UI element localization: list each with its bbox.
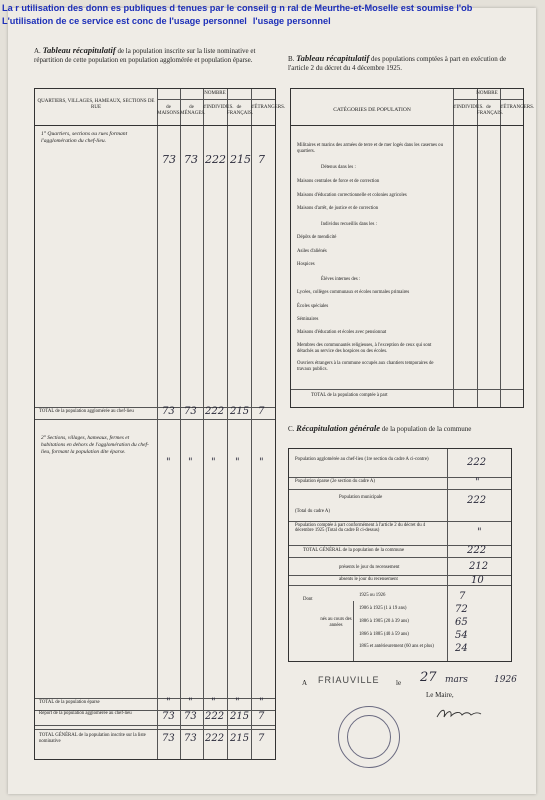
- total-eparse-label: TOTAL de la population éparse: [39, 700, 100, 705]
- a-toteparse-menages: ": [188, 697, 193, 708]
- c-dont-label: Dont: [303, 597, 313, 602]
- b-cat-maisons-arret: Maisons d'arrêt, de justice et de correction: [297, 206, 379, 211]
- a-toteparse-francais: ": [235, 697, 240, 708]
- c-pop-a-part-value: ": [477, 527, 482, 538]
- b-col-francais: de FRANÇAIS.: [477, 105, 503, 116]
- section-a-subtitle: de la population inscrite sur la liste nominative et répartition de cette population en population agglomérée et population éparse.: [34, 47, 256, 64]
- c-presents-label: présents le jour du recensement: [339, 565, 400, 570]
- b-cat-maisons-centrales: Maisons centrales de force et de correction: [297, 179, 380, 184]
- a-row2-maisons: ": [166, 457, 171, 468]
- a-totagg-menages: 73: [184, 406, 197, 417]
- footer-a: A: [302, 679, 308, 687]
- mairie-seal: [338, 706, 400, 768]
- town-stamp: FRIAUVILLE: [318, 675, 380, 685]
- a-row2-individus: ": [211, 457, 216, 468]
- b-cat-individus-recueillis: Individus recueillis dans les :: [321, 222, 377, 227]
- a-totgen-francais: 215: [230, 733, 250, 744]
- col-francais: de FRANÇAIS.: [227, 105, 253, 116]
- c-total-cadre-a-label: (Total du cadre A): [295, 509, 330, 514]
- c-year-1906-label: 1906 à 1925 (1 à 19 ans): [359, 606, 407, 611]
- b-cat-education-corr: Maisons d'éducation correctionnelle et colonies agricoles: [297, 193, 407, 198]
- section-b-title: Tableau récapitulatif: [296, 53, 370, 63]
- b-cat-eleves: Élèves internes des :: [321, 277, 361, 282]
- c-year-1865-label: 1865 et antérieurement (60 ans et plus): [359, 644, 434, 649]
- footer-le: le: [396, 679, 402, 687]
- c-year-1865-value: 24: [455, 643, 468, 654]
- row-eparse-label: 2° Sections, villages, hameaux, fermes et habitations en dehors de l'agglomération du chef-lieu, formant la population dite éparse.: [41, 435, 149, 455]
- c-pop-agglomeree-value: 222: [467, 457, 487, 468]
- col-menages: de MÉNAGES.: [180, 105, 206, 116]
- a-row2-menages: ": [188, 457, 193, 468]
- c-pop-municipale-label: Population municipale: [339, 495, 383, 500]
- mayor-signature: [436, 706, 482, 720]
- c-pop-agglomeree-label: Population agglomérée au chef-lieu (1re section du cadre A ci-contre): [295, 457, 429, 462]
- section-b-letter: B.: [288, 55, 295, 63]
- b-cat-militaires: Militaires et marins des armées de terre et de mer logés dans les casernes ou quartiers.: [297, 143, 443, 154]
- c-year-1925-label: 1925 ou 1926: [359, 593, 386, 598]
- a-toteparse-individus: ": [211, 697, 216, 708]
- b-total-label: TOTAL de la population comptée à part: [311, 393, 388, 398]
- date-year: 1926: [494, 675, 517, 685]
- c-pop-municipale-value: 222: [467, 495, 487, 506]
- c-pop-eparse-label: Population éparse (2e section du cadre A): [295, 479, 375, 484]
- section-c-title: Récapitulation générale: [296, 423, 380, 433]
- usage-notice: [2, 16, 545, 26]
- a-report-maisons: 73: [162, 711, 175, 722]
- usage-notice-right: l'usage personnel: [252, 16, 331, 26]
- col-individus: d'INDIVIDUS.: [203, 105, 234, 110]
- total-general-a-label: TOTAL GÉNÉRAL de la population inscrite sur la liste nominative: [39, 733, 146, 744]
- a-toteparse-maisons: ": [166, 697, 171, 708]
- c-year-1886-value: 65: [455, 617, 468, 628]
- a-totagg-francais: 215: [230, 406, 250, 417]
- section-a-title: Tableau récapitulatif: [42, 45, 116, 55]
- a-row1-etrangers: 7: [258, 153, 265, 166]
- c-pop-a-part-label: Population comptée à part conformément à l'article 2 du décret du 4 décembre 1925 (Total du cadre B ci-dessus): [295, 523, 426, 534]
- b-col-individus: d'INDIVIDUS.: [453, 105, 484, 110]
- section-c-subtitle: de la population de la commune: [381, 425, 472, 433]
- a-totagg-etrangers: 7: [258, 406, 265, 417]
- a-totagg-maisons: 73: [162, 406, 175, 417]
- c-year-1866-value: 54: [455, 630, 468, 641]
- b-cat-seminaires: Séminaires: [297, 317, 319, 322]
- col-maisons: de MAISONS.: [157, 105, 181, 116]
- date-month: mars: [445, 675, 468, 685]
- a-report-etrangers: 7: [258, 711, 265, 722]
- section-b-subtitle: des populations comptées à part en exécution de l'article 2 du décret du 4 décembre 1925.: [288, 55, 507, 72]
- col-etrangers: d'ÉTRANGERS.: [251, 105, 286, 110]
- b-cat-communautes: Membres des communautés religieuses, à l'exception de ceux qui sont détachés au service des hospices ou des écoles.: [297, 343, 432, 354]
- a-row1-individus: 222: [205, 153, 226, 166]
- table-c: [288, 448, 512, 662]
- nombre-header: NOMBRE: [204, 91, 226, 96]
- section-a-letter: A.: [34, 47, 41, 55]
- b-cat-lycees: Lycées, collèges communaux et écoles normales primaires: [297, 290, 410, 295]
- b-nombre-header: NOMBRE: [476, 91, 498, 96]
- a-row1-francais: 215: [230, 153, 251, 166]
- row-agglomeration-label: 1° Quartiers, sections ou rues formant l'agglomération du chef-lieu.: [41, 131, 128, 144]
- a-totgen-individus: 222: [205, 733, 225, 744]
- c-year-1886-label: 1886 à 1905 (20 à 39 ans): [359, 619, 409, 624]
- c-total-general-label: TOTAL GÉNÉRAL de la population de la commune: [303, 548, 405, 553]
- section-b-heading: [288, 54, 526, 73]
- c-year-1925-value: 7: [459, 591, 466, 602]
- reuse-notice: La r utilisation des donn es publiques d tenues par le conseil g n ral de Meurthe-et-Moselle est soumise l'ob: [2, 3, 473, 13]
- a-toteparse-etrangers: ": [259, 697, 264, 708]
- a-row2-francais: ": [235, 457, 240, 468]
- section-c-letter: C.: [288, 425, 295, 433]
- c-year-1906-value: 72: [455, 604, 468, 615]
- c-absents-value: 10: [471, 575, 484, 586]
- table-a: [34, 88, 286, 760]
- c-year-1866-label: 1866 à 1885 (40 à 59 ans): [359, 632, 409, 637]
- col-categories-header: CATÉGORIES DE POPULATION: [333, 107, 411, 113]
- section-a-heading: [34, 46, 274, 65]
- b-col-etrangers: d'ÉTRANGERS.: [500, 105, 535, 110]
- a-row1-menages: 73: [184, 153, 198, 166]
- a-row2-etrangers: ": [259, 457, 264, 468]
- b-cat-hospices: Hospices: [297, 262, 315, 267]
- a-totagg-individus: 222: [205, 406, 225, 417]
- a-totgen-menages: 73: [184, 733, 197, 744]
- b-cat-pensionnat: Maisons d'éducation et écoles avec pensionnat: [297, 330, 387, 335]
- c-total-general-value: 222: [467, 545, 487, 556]
- c-nes-label: nés au cours des années: [320, 617, 352, 628]
- a-totgen-maisons: 73: [162, 733, 175, 744]
- section-c-heading: [288, 424, 526, 434]
- c-presents-value: 212: [469, 561, 489, 572]
- report-label: Report de la population agglomérée au chef-lieu: [39, 711, 132, 716]
- total-agglomeree-label: TOTAL de la population agglomérée au chef-lieu: [39, 409, 134, 414]
- maire-label: Le Maire,: [426, 691, 454, 699]
- col-quartiers-header: QUARTIERS, VILLAGES, HAMEAUX, SECTIONS DE RUE: [37, 99, 155, 110]
- a-report-menages: 73: [184, 711, 197, 722]
- c-absents-label: absents le jour du recensement: [339, 577, 398, 582]
- date-day: 27: [420, 670, 437, 685]
- a-totgen-etrangers: 7: [258, 733, 265, 744]
- b-cat-depots: Dépôts de mendicité: [297, 235, 337, 240]
- a-report-individus: 222: [205, 711, 225, 722]
- b-cat-asiles: Asiles d'aliénés: [297, 249, 327, 254]
- b-cat-ouvriers: Ouvriers étrangers à la commune occupés aux chantiers temporaires de travaux publics.: [297, 361, 434, 372]
- a-row1-maisons: 73: [162, 153, 176, 166]
- b-cat-ecoles-speciales: Écoles spéciales: [297, 304, 329, 309]
- table-b: [290, 88, 535, 408]
- b-cat-detenus: Détenus dans les :: [321, 165, 356, 170]
- usage-notice-left: L'utilisation de ce service est conc de l'usage personnel: [2, 16, 247, 26]
- a-report-francais: 215: [230, 711, 250, 722]
- c-pop-eparse-value: ": [475, 477, 480, 488]
